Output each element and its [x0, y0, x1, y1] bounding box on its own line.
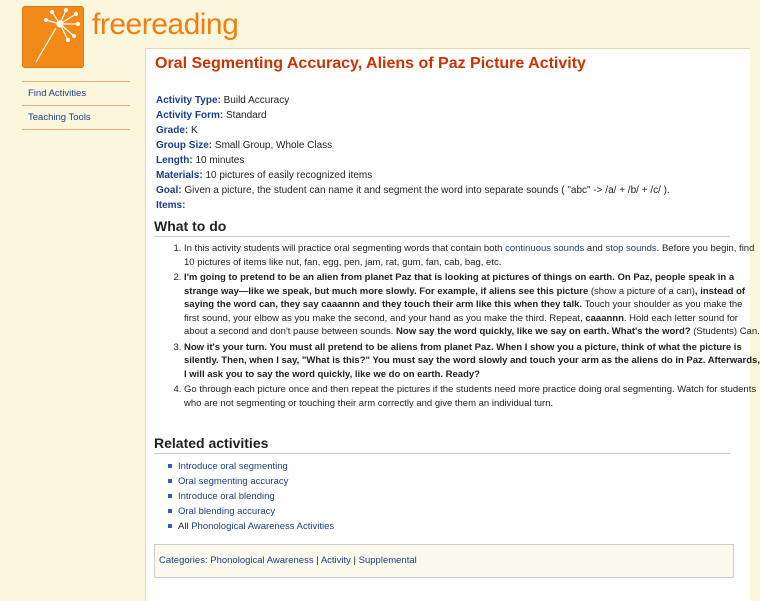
step-text: In this activity students will practice oral segmenting words that contain both — [184, 243, 506, 254]
section-divider — [154, 453, 730, 454]
brand-prefix: free — [92, 8, 142, 41]
meta-length — [156, 153, 670, 168]
meta-key: Grade: — [156, 125, 189, 136]
category-separator: | — [316, 555, 319, 566]
step-text: . Before you begin, find 10 pictures of items like nut, fan, egg, pen, jam, rat, gum, fan, cab, bag, etc. — [184, 243, 755, 268]
related-link-introduce-oral-segmenting[interactable]: Introduce oral segmenting — [178, 461, 288, 472]
meta-key: Items: — [156, 200, 186, 211]
meta-value: Small Group, Whole Class — [214, 140, 333, 151]
related-activities-list — [156, 459, 728, 534]
meta-key: Length: — [156, 155, 193, 166]
step-text: (show a picture of a can) — [588, 285, 695, 297]
meta-value: Build Accuracy — [223, 95, 290, 106]
related-link-oral-blending-accuracy[interactable]: Oral blending accuracy — [178, 506, 276, 517]
dandelion-logo-icon[interactable] — [22, 6, 84, 68]
meta-key: Activity Type: — [156, 95, 221, 106]
meta-goal — [156, 183, 670, 198]
sidebar — [22, 81, 130, 130]
brand-suffix: reading — [141, 8, 239, 41]
related-link-introduce-oral-blending[interactable]: Introduce oral blending — [178, 491, 275, 502]
activity-meta — [156, 93, 670, 213]
all-prefix: All — [178, 521, 192, 532]
related-link-phonological-awareness-activities[interactable]: Phonological Awareness Activities — [191, 521, 335, 532]
meta-materials — [156, 168, 670, 183]
list-item — [168, 519, 728, 534]
meta-activity-type — [156, 93, 670, 108]
meta-items — [156, 198, 670, 213]
step-script: Now say the word quickly, like we say on earth. What's the word? — [396, 326, 691, 337]
category-link-supplemental[interactable]: Supplemental — [358, 555, 417, 566]
what-to-do-heading: What to do — [154, 218, 227, 234]
meta-value: Given a picture, the student can name it and segment the word into separate sounds ( "abc" -> /a/ + /b/ + /c/ ). — [184, 185, 670, 196]
related-activities-heading: Related activities — [154, 435, 269, 451]
list-item — [168, 474, 728, 489]
sidebar-item-find-activities[interactable]: Find Activities — [22, 82, 130, 106]
meta-key: Goal: — [156, 185, 182, 196]
meta-value: Standard — [226, 110, 267, 121]
meta-value: 10 pictures of easily recognized items — [205, 170, 373, 181]
meta-activity-form — [156, 108, 670, 123]
page-title: Oral Segmenting Accuracy, Aliens of Paz Picture Activity — [155, 55, 586, 72]
step-script: caaannn — [585, 312, 624, 324]
meta-key: Activity Form: — [156, 110, 224, 121]
meta-value: K — [191, 125, 198, 136]
list-item — [168, 489, 728, 504]
meta-value: 10 minutes — [195, 155, 245, 166]
section-divider — [154, 236, 730, 237]
list-item — [168, 504, 728, 519]
main-content — [145, 48, 760, 601]
related-link-oral-segmenting-accuracy[interactable]: Oral segmenting accuracy — [178, 476, 289, 487]
category-separator: | — [353, 555, 357, 566]
step-script: , instead of saying the word can, they say caaannn and they touch their arm like this when they talk. — [184, 285, 746, 310]
stop-sounds-link[interactable]: stop sounds — [605, 243, 657, 254]
step-text: Touch your shoulder as you make the first sound, your elbow as you make the second, and your hand as you make the third. Repeat, — [184, 299, 743, 324]
step-script: I'm going to pretend to be an alien from planet Paz that is looking at pictures of things on earth. On Paz, people speak in a strange way—like we speak, but much more slowly. For example, if aliens see this picture — [184, 272, 735, 297]
categories-box — [154, 544, 734, 578]
meta-key: Materials: — [156, 170, 203, 181]
category-link-activity[interactable]: Activity — [320, 555, 351, 566]
step-text: (Students) Can. — [690, 326, 760, 337]
sidebar-item-teaching-tools[interactable]: Teaching Tools — [22, 106, 130, 130]
meta-group-size — [156, 138, 670, 153]
brand-wordmark[interactable] — [92, 8, 238, 42]
step-2 — [184, 271, 760, 339]
meta-grade — [156, 123, 670, 138]
step-text: Go through each picture once and then repeat the pictures if the students need more practice doing oral segmenting. Watch for students who are not segmenting or touching their arm correctly and give them an individual turn. — [184, 384, 757, 409]
step-3 — [184, 341, 760, 382]
step-script: Now it's your turn. You must all pretend to be aliens from planet Paz. When I show you a picture, think of what the picture is silently. Then, when I say, "What is this?" You must say the word slowly and touch your arm as the aliens do in Paz. Afterwards, I will ask you to say the word quickly, like we do on earth. Ready? — [184, 341, 760, 380]
steps-list — [156, 242, 760, 412]
continuous-sounds-link[interactable]: continuous sounds — [505, 243, 585, 254]
step-text: . Hold each letter sound for about a second and don't pause between sounds. — [184, 312, 738, 337]
meta-key: Group Size: — [156, 140, 213, 151]
step-text: and — [584, 243, 606, 254]
categories-label: Categories: — [159, 555, 211, 566]
step-1 — [184, 242, 760, 269]
step-4 — [184, 383, 760, 410]
category-link-phonological-awareness[interactable]: Phonological Awareness — [210, 555, 314, 566]
list-item — [168, 459, 728, 474]
